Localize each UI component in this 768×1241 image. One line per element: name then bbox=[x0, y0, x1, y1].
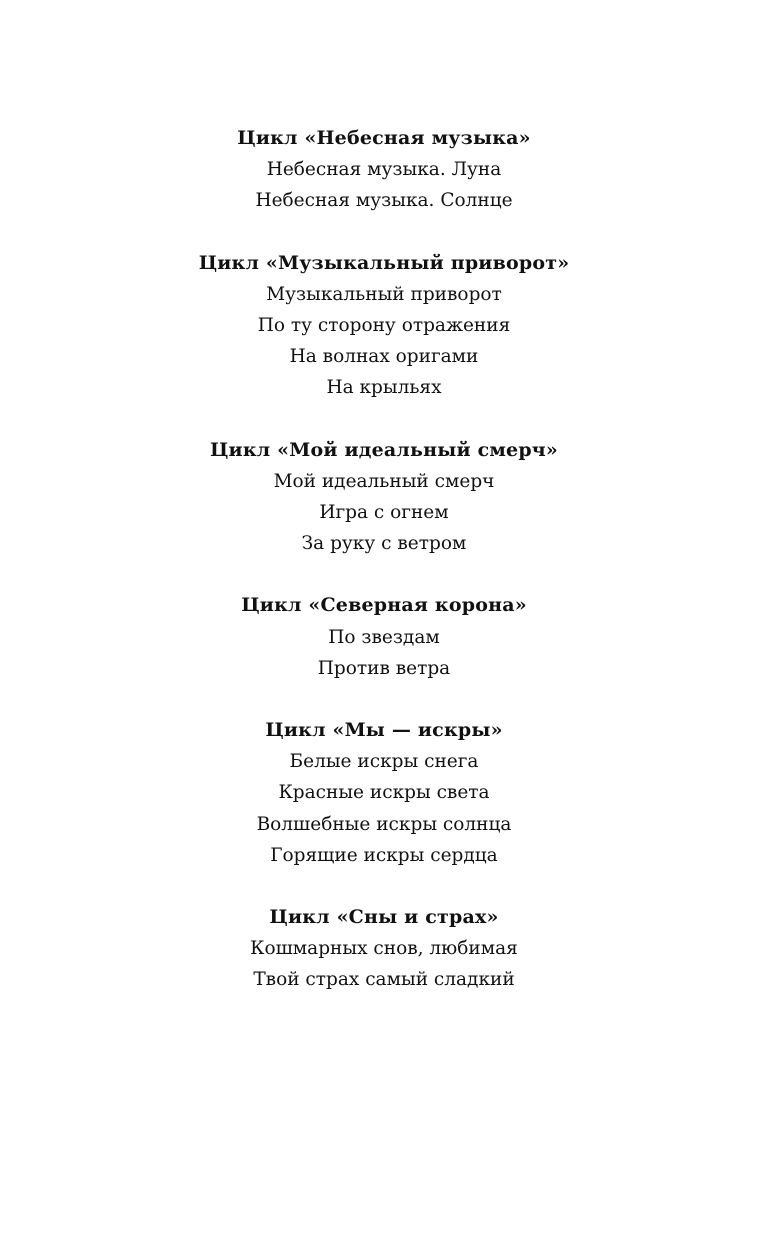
book-title: Твой страх самый сладкий bbox=[253, 969, 515, 991]
cycle-title: Цикл «Сны и страх» bbox=[269, 906, 499, 929]
book-title: Горящие искры сердца bbox=[270, 844, 498, 866]
cycle-section bbox=[0, 435, 768, 560]
book-title: За руку с ветром bbox=[301, 533, 467, 555]
cycle-section bbox=[0, 123, 768, 217]
book-title: На крыльях bbox=[326, 377, 442, 399]
book-title: По ту сторону отражения bbox=[257, 315, 511, 337]
book-title: На волнах оригами bbox=[289, 346, 479, 368]
book-title: Против ветра bbox=[317, 657, 451, 679]
cycle-title: Цикл «Небесная музыка» bbox=[237, 127, 531, 149]
cycle-title: Цикл «Мы — искры» bbox=[265, 719, 503, 742]
book-title: Белые искры снега bbox=[289, 751, 479, 773]
series-list bbox=[0, 123, 768, 1027]
cycle-section bbox=[0, 248, 768, 404]
book-title: Музыкальный приворот bbox=[266, 283, 502, 305]
book-title: Красные искры света bbox=[278, 782, 490, 804]
book-title: По звездам bbox=[328, 626, 440, 648]
book-title: Игра с огнем bbox=[319, 502, 449, 524]
book-title: Мой идеальный смерч bbox=[273, 470, 495, 492]
cycle-title: Цикл «Музыкальный приворот» bbox=[198, 251, 570, 274]
book-title: Небесная музыка. Солнце bbox=[255, 190, 513, 212]
cycle-section bbox=[0, 590, 768, 684]
cycle-section bbox=[0, 715, 768, 871]
cycle-title: Цикл «Мой идеальный смерч» bbox=[209, 438, 558, 461]
cycle-section bbox=[0, 902, 768, 996]
cycle-title: Цикл «Северная корона» bbox=[241, 594, 527, 617]
book-title: Волшебные искры солнца bbox=[256, 813, 512, 835]
book-title: Небесная музыка. Луна bbox=[266, 159, 502, 181]
book-title: Кошмарных снов, любимая bbox=[250, 938, 518, 960]
